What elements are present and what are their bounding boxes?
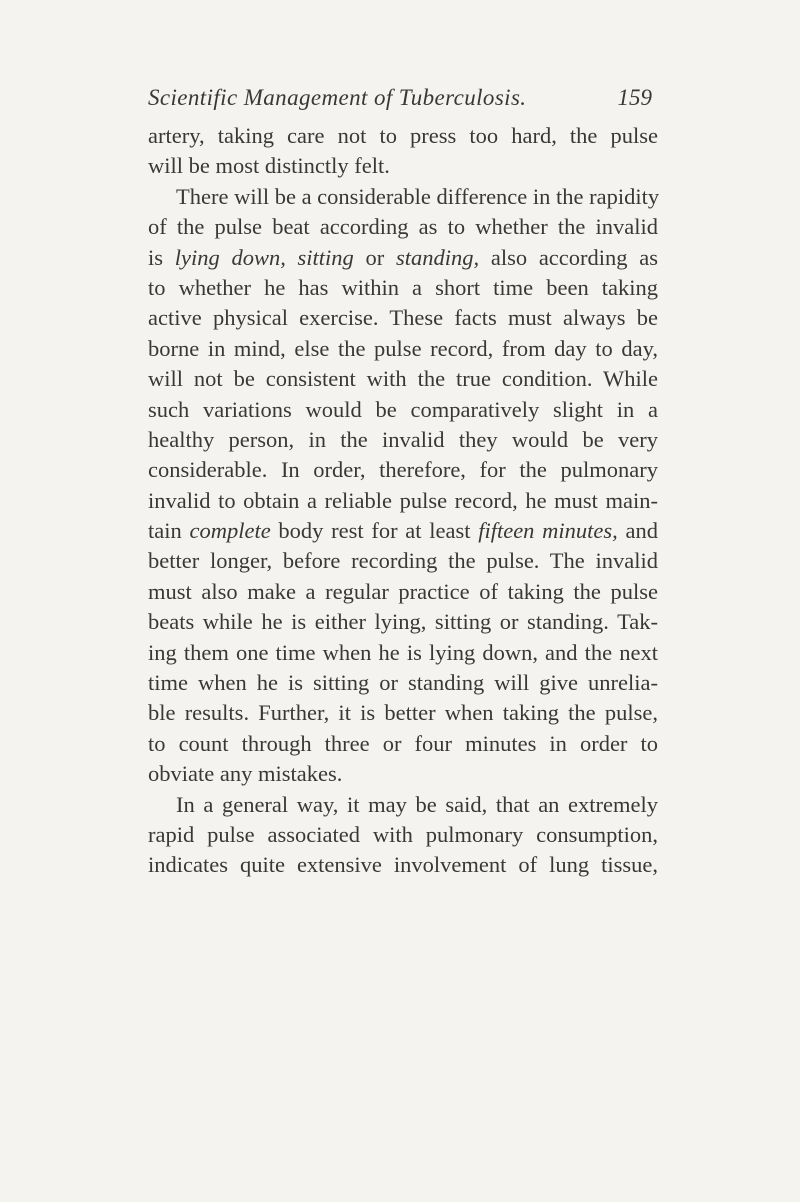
text-run: body rest for at least [270, 518, 479, 544]
text-run: rapid pulse associated with pulmonary consumption, [148, 821, 658, 847]
text-line [148, 243, 658, 273]
text-run: or [353, 244, 396, 270]
text-line [148, 698, 658, 728]
text-run: considerable. In order, therefore, for the pulmonary [148, 457, 658, 483]
text-line [148, 455, 658, 485]
text-line [148, 516, 658, 546]
text-line [148, 303, 658, 333]
text-run: There will be a considerable difference in the rapidity [176, 183, 660, 209]
text-line [148, 212, 658, 242]
text-run: healthy person, in the invalid they would be very [148, 426, 658, 452]
running-title: Scientific Management of Tuberculosis. [148, 85, 527, 110]
text-run: and [617, 518, 658, 544]
text-run: time when he is sitting or standing will give unrelia- [148, 670, 658, 696]
text-line [148, 638, 658, 668]
text-run: obviate any mistakes. [148, 761, 343, 787]
text-line [148, 395, 658, 425]
page-header [148, 85, 652, 115]
text-line [148, 425, 658, 455]
text-run: artery, taking care not to press too hard, the pulse [148, 123, 658, 148]
text-run: of the pulse beat according as to whether the invalid [148, 214, 658, 240]
italic-text: complete [189, 518, 271, 544]
text-line [148, 759, 658, 789]
text-line [148, 273, 658, 303]
italic-text: fifteen minutes, [478, 518, 618, 544]
text-line [148, 820, 658, 850]
text-run: to whether he has within a short time been taking [148, 274, 658, 300]
text-run: beats while he is either lying, sitting or standing. Tak- [148, 609, 658, 635]
text-run: will not be consistent with the true condition. While [148, 366, 658, 392]
text-run: must also make a regular practice of taking the pulse [148, 578, 658, 604]
text-line [148, 546, 658, 576]
italic-text: standing, [396, 244, 480, 270]
text-line [148, 151, 658, 181]
text-line [148, 486, 658, 516]
text-line [148, 121, 658, 151]
text-run: ble results. Further, it is better when taking the pulse, [148, 700, 658, 726]
text-run: better longer, before recording the pulse. The invalid [148, 548, 658, 574]
text-run: indicates quite extensive involvement of lung tissue, [148, 852, 658, 878]
text-run: tain [148, 518, 190, 544]
text-run: ing them one time when he is lying down, and the next [148, 639, 658, 665]
text-run: such variations would be comparatively slight in a [148, 396, 658, 422]
text-run: borne in mind, else the pulse record, from day to day, [148, 335, 658, 361]
page-number: 159 [617, 85, 652, 110]
text-run: to count through three or four minutes in order to [148, 730, 658, 756]
text-run: is [148, 244, 175, 270]
text-run: active physical exercise. These facts must always be [148, 305, 658, 331]
text-line [148, 364, 658, 394]
text-run: will be most distinctly felt. [148, 153, 390, 179]
text-line [148, 577, 658, 607]
text-line [148, 850, 658, 880]
italic-text: lying down, sitting [174, 244, 354, 270]
text-line [148, 790, 658, 820]
text-run: In a general way, it may be said, that an extremely [176, 791, 658, 817]
text-line [148, 182, 658, 212]
body-text [148, 121, 658, 881]
text-run: also according as [479, 244, 658, 270]
text-line [148, 334, 658, 364]
text-line [148, 729, 658, 759]
text-line [148, 607, 658, 637]
text-run: invalid to obtain a reliable pulse record, he must main- [148, 487, 658, 513]
text-line [148, 668, 658, 698]
